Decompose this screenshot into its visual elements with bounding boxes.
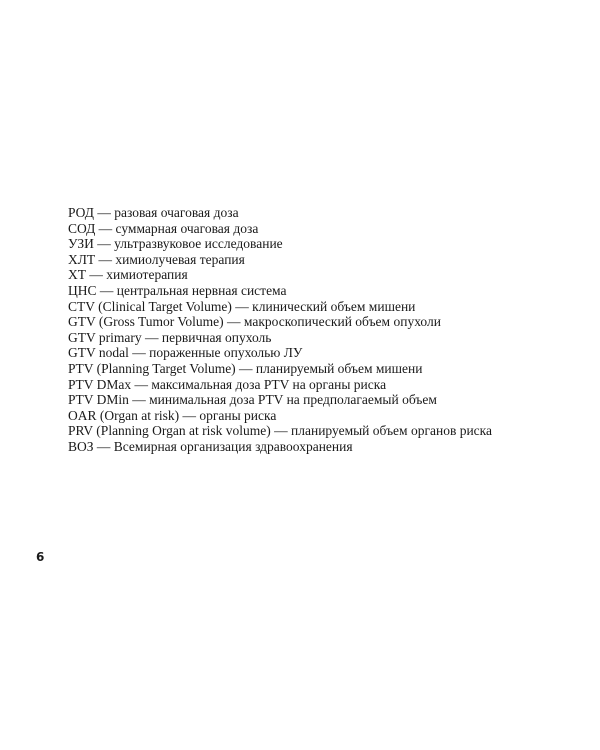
abbreviation-item: РОД — разовая очаговая доза [68,205,239,220]
abbreviation-item: PTV (Planning Target Volume) — планируемый объем мишени [68,360,423,376]
abbreviation-item: ВОЗ — Всемирная организация здравоохранения [68,438,353,454]
abbreviation-list [68,205,492,455]
abbreviation-item: GTV nodal — пораженные опухолью ЛУ [68,345,303,361]
abbreviation-item: CTV (Clinical Target Volume) — клинический объем мишени [68,298,416,314]
page-number: 6 [36,550,45,564]
abbreviation-item: ХЛТ — химиолучевая терапия [68,251,245,267]
abbreviation-item: OAR (Organ at risk) — органы риска [68,407,277,423]
abbreviation-item: PTV DMax — максимальная доза PTV на органы риска [68,376,387,392]
abbreviation-item: PRV (Planning Organ at risk volume) — планируемый объем органов риска [68,423,493,439]
abbreviation-item: PTV DMin — минимальная доза PTV на предполагаемый объем [68,392,437,408]
abbreviation-item: СОД — суммарная очаговая доза [68,220,259,236]
abbreviation-item: УЗИ — ультразвуковое исследование [68,236,283,252]
abbreviation-item: ЦНС — центральная нервная система [68,282,287,298]
abbreviation-item: GTV primary — первичная опухоль [68,329,272,345]
abbreviation-item: GTV (Gross Tumor Volume) — макроскопический объем опухоли [68,314,441,330]
abbreviation-item: ХТ — химиотерапия [68,267,188,283]
